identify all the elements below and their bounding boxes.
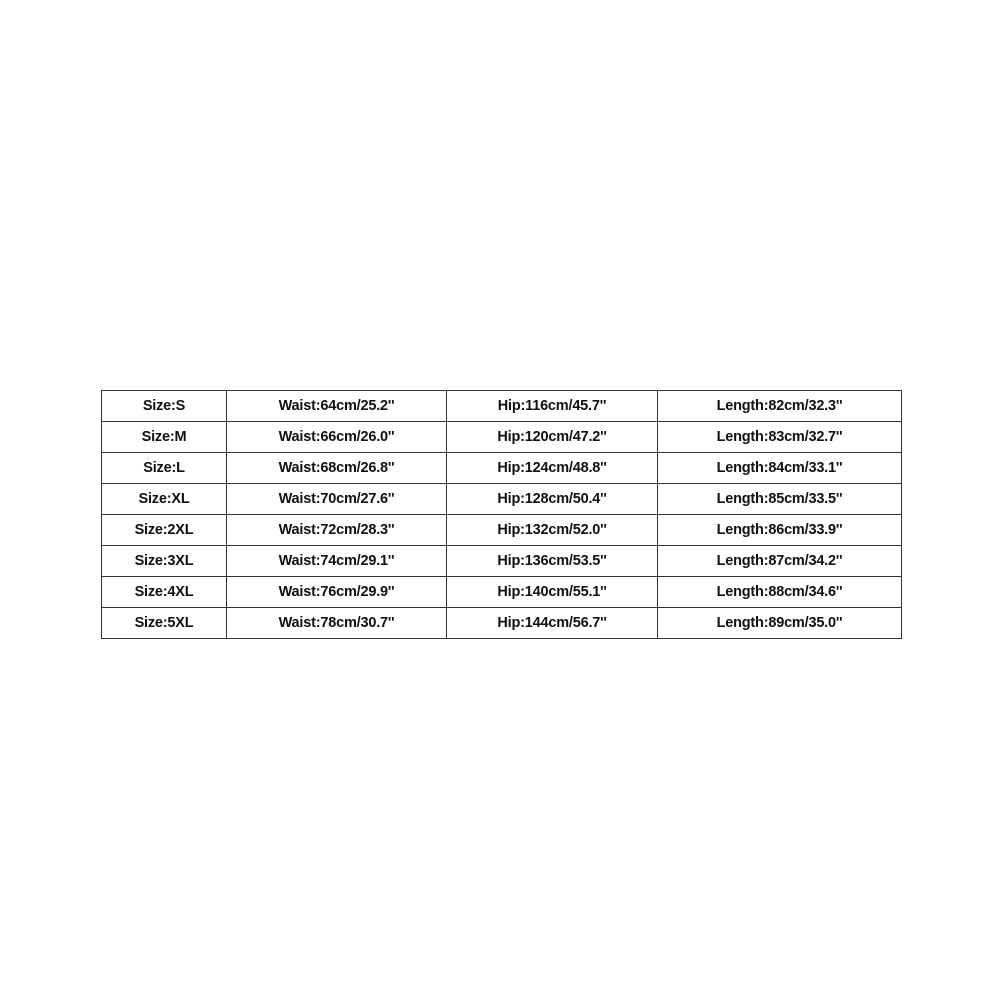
table-row <box>102 577 902 608</box>
length-cell: Length:87cm/34.2'' <box>658 546 902 577</box>
hip-cell: Hip:136cm/53.5'' <box>447 546 658 577</box>
table-row <box>102 422 902 453</box>
table-row <box>102 453 902 484</box>
waist-cell: Waist:70cm/27.6'' <box>227 484 447 515</box>
length-cell: Length:89cm/35.0'' <box>658 608 902 639</box>
waist-cell: Waist:64cm/25.2'' <box>227 391 447 422</box>
waist-cell: Waist:78cm/30.7'' <box>227 608 447 639</box>
length-cell: Length:88cm/34.6'' <box>658 577 902 608</box>
hip-cell: Hip:140cm/55.1'' <box>447 577 658 608</box>
table-row <box>102 608 902 639</box>
size-cell: Size:M <box>102 422 227 453</box>
table-row <box>102 484 902 515</box>
length-cell: Length:84cm/33.1'' <box>658 453 902 484</box>
waist-cell: Waist:74cm/29.1'' <box>227 546 447 577</box>
size-cell: Size:L <box>102 453 227 484</box>
length-cell: Length:82cm/32.3'' <box>658 391 902 422</box>
size-cell: Size:3XL <box>102 546 227 577</box>
table-row <box>102 515 902 546</box>
length-cell: Length:85cm/33.5'' <box>658 484 902 515</box>
size-cell: Size:XL <box>102 484 227 515</box>
table-row <box>102 391 902 422</box>
hip-cell: Hip:124cm/48.8'' <box>447 453 658 484</box>
hip-cell: Hip:144cm/56.7'' <box>447 608 658 639</box>
hip-cell: Hip:128cm/50.4'' <box>447 484 658 515</box>
waist-cell: Waist:68cm/26.8'' <box>227 453 447 484</box>
waist-cell: Waist:66cm/26.0'' <box>227 422 447 453</box>
hip-cell: Hip:116cm/45.7'' <box>447 391 658 422</box>
size-cell: Size:2XL <box>102 515 227 546</box>
hip-cell: Hip:120cm/47.2'' <box>447 422 658 453</box>
size-chart-table <box>101 390 902 639</box>
hip-cell: Hip:132cm/52.0'' <box>447 515 658 546</box>
length-cell: Length:83cm/32.7'' <box>658 422 902 453</box>
size-cell: Size:5XL <box>102 608 227 639</box>
waist-cell: Waist:72cm/28.3'' <box>227 515 447 546</box>
table-row <box>102 546 902 577</box>
waist-cell: Waist:76cm/29.9'' <box>227 577 447 608</box>
length-cell: Length:86cm/33.9'' <box>658 515 902 546</box>
size-cell: Size:S <box>102 391 227 422</box>
size-cell: Size:4XL <box>102 577 227 608</box>
